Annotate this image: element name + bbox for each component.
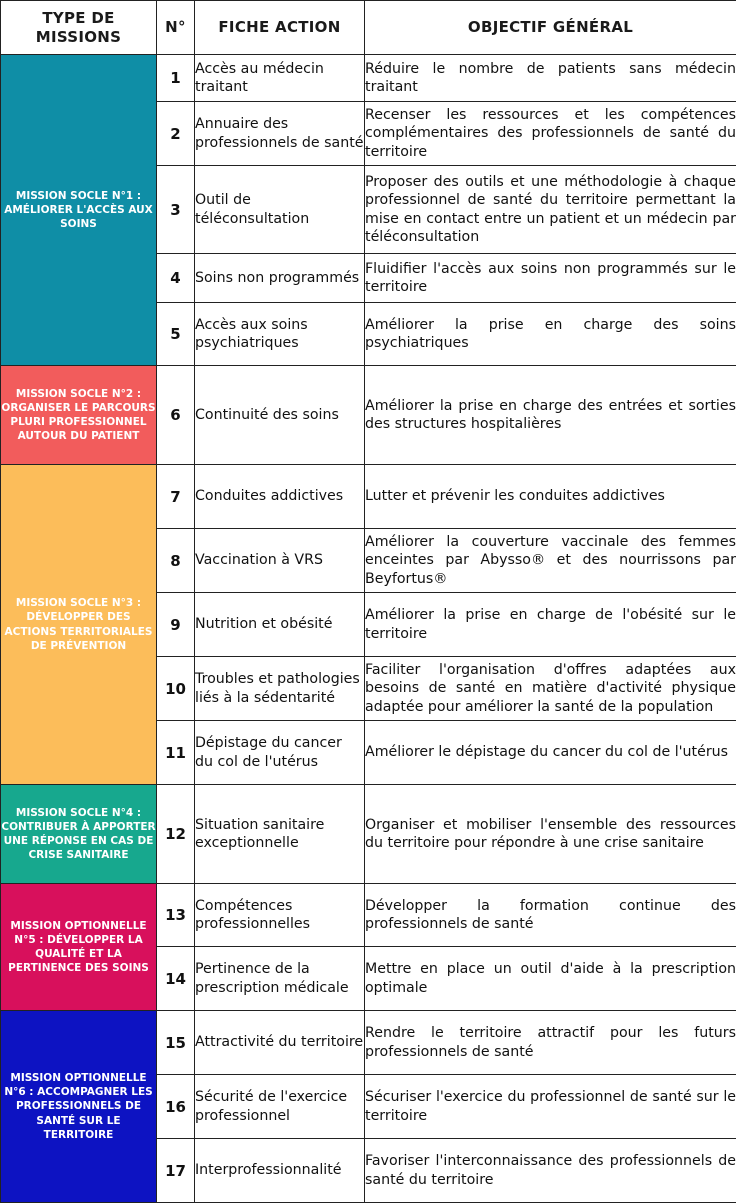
mission-cell-6: [1, 1011, 157, 1203]
action-number: 7: [157, 465, 195, 529]
action-number: 2: [157, 102, 195, 166]
table-row: [1, 1011, 736, 1075]
objectif-general: Proposer des outils et une méthodologie à chaque professionnel de santé du territoire permettant la mise en contact entre un patient et un médecin par téléconsultation: [365, 166, 736, 254]
fiche-action: Conduites addictives: [195, 465, 365, 529]
objectif-general: Développer la formation continue des professionnels de santé: [365, 884, 736, 947]
header-row: [1, 1, 736, 55]
header-objectif-general: OBJECTIF GÉNÉRAL: [365, 1, 736, 55]
objectif-general: Améliorer la prise en charge des entrées et sorties des structures hospitalières: [365, 366, 736, 465]
action-number: 14: [157, 947, 195, 1011]
table-row: [1, 884, 736, 947]
fiche-action: Situation sanitaire exceptionnelle: [195, 785, 365, 884]
objectif-general: Faciliter l'organisation d'offres adaptées aux besoins de santé en matière d'activité physique adaptée pour améliorer la santé de la population: [365, 657, 736, 721]
objectif-general: Fluidifier l'accès aux soins non programmés sur le territoire: [365, 254, 736, 303]
fiche-action: Accès au médecin traitant: [195, 55, 365, 102]
fiche-action: Compétences professionnelles: [195, 884, 365, 947]
mission-cell-3: [1, 465, 157, 785]
objectif-general: Rendre le territoire attractif pour les futurs professionnels de santé: [365, 1011, 736, 1075]
action-number: 15: [157, 1011, 195, 1075]
action-number: 8: [157, 529, 195, 593]
fiche-action: Vaccination à VRS: [195, 529, 365, 593]
objectif-general: Lutter et prévenir les conduites addictives: [365, 465, 736, 529]
table-row: [1, 465, 736, 529]
fiche-action: Soins non programmés: [195, 254, 365, 303]
mission-label: MISSION SOCLE N°3 : DÉVELOPPER DES ACTIONS TERRITORIALES DE PRÉVENTION: [1, 596, 156, 653]
objectif-general: Améliorer la prise en charge de l'obésité sur le territoire: [365, 593, 736, 657]
fiche-action: Accès aux soins psychiatriques: [195, 303, 365, 366]
mission-label: MISSION SOCLE N°2 : ORGANISER LE PARCOURS PLURI PROFESSIONNEL AUTOUR DU PATIENT: [1, 387, 156, 444]
action-number: 13: [157, 884, 195, 947]
fiche-action: Continuité des soins: [195, 366, 365, 465]
objectif-general: Améliorer la prise en charge des soins psychiatriques: [365, 303, 736, 366]
objectif-general: Sécuriser l'exercice du professionnel de santé sur le territoire: [365, 1075, 736, 1139]
objectif-general: Mettre en place un outil d'aide à la prescription optimale: [365, 947, 736, 1011]
fiche-action: Nutrition et obésité: [195, 593, 365, 657]
fiche-action: Troubles et pathologies liés à la sédentarité: [195, 657, 365, 721]
action-number: 12: [157, 785, 195, 884]
objectif-general: Améliorer le dépistage du cancer du col de l'utérus: [365, 721, 736, 785]
header-type-de-missions: TYPE DE MISSIONS: [1, 1, 157, 55]
fiche-action: Sécurité de l'exercice professionnel: [195, 1075, 365, 1139]
mission-cell-4: [1, 785, 157, 884]
objectif-general: Organiser et mobiliser l'ensemble des ressources du territoire pour répondre à une crise sanitaire: [365, 785, 736, 884]
fiche-action: Dépistage du cancer du col de l'utérus: [195, 721, 365, 785]
mission-label: MISSION SOCLE N°1 : AMÉLIORER L'ACCÈS AUX SOINS: [1, 189, 156, 232]
action-number: 3: [157, 166, 195, 254]
objectif-general: Recenser les ressources et les compétences complémentaires des professionnels de santé du territoire: [365, 102, 736, 166]
mission-cell-5: [1, 884, 157, 1011]
action-number: 5: [157, 303, 195, 366]
table-row: [1, 366, 736, 465]
action-number: 11: [157, 721, 195, 785]
mission-cell-1: [1, 55, 157, 366]
action-number: 17: [157, 1139, 195, 1203]
table-row: [1, 55, 736, 102]
action-number: 6: [157, 366, 195, 465]
mission-label: MISSION OPTIONNELLE N°6 : ACCOMPAGNER LES PROFESSIONNELS DE SANTÉ SUR LE TERRITOIRE: [1, 1071, 156, 1142]
objectif-general: Réduire le nombre de patients sans médecin traitant: [365, 55, 736, 102]
fiche-action: Outil de téléconsultation: [195, 166, 365, 254]
action-number: 10: [157, 657, 195, 721]
action-number: 1: [157, 55, 195, 102]
action-number: 4: [157, 254, 195, 303]
table-row: [1, 785, 736, 884]
mission-label: MISSION SOCLE N°4 : CONTRIBUER À APPORTER UNE RÉPONSE EN CAS DE CRISE SANITAIRE: [1, 806, 156, 863]
mission-label: MISSION OPTIONNELLE N°5 : DÉVELOPPER LA QUALITÉ ET LA PERTINENCE DES SOINS: [1, 919, 156, 976]
header-numero: N°: [157, 1, 195, 55]
objectif-general: Améliorer la couverture vaccinale des femmes enceintes par Abysso® et des nourrissons par Beyfortus®: [365, 529, 736, 593]
fiche-action: Pertinence de la prescription médicale: [195, 947, 365, 1011]
objectif-general: Favoriser l'interconnaissance des professionnels de santé du territoire: [365, 1139, 736, 1203]
fiche-action: Interprofessionnalité: [195, 1139, 365, 1203]
mission-cell-2: [1, 366, 157, 465]
fiche-action: Annuaire des professionnels de santé: [195, 102, 365, 166]
action-number: 16: [157, 1075, 195, 1139]
fiche-action: Attractivité du territoire: [195, 1011, 365, 1075]
action-number: 9: [157, 593, 195, 657]
header-fiche-action: FICHE ACTION: [195, 1, 365, 55]
